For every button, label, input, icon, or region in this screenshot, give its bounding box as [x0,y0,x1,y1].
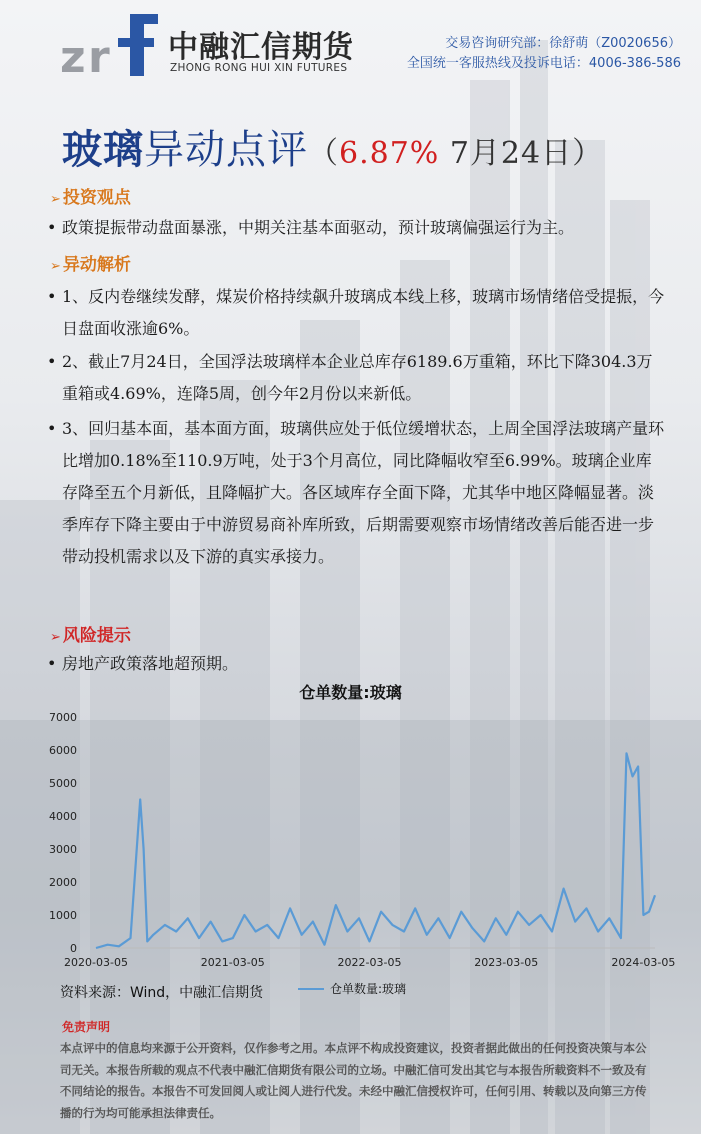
section-heading-analysis [50,250,131,275]
section-heading-view-label: 投资观点 [62,188,131,208]
section-heading-risk [50,621,131,646]
y-tick-label: 1000 [49,909,77,922]
analysis-text-1: 1、反内卷继续发酵，煤炭价格持续飙升玻璃成本线上移，玻璃市场情绪倍受提振，今日盘面收涨逾6%。 [62,287,665,338]
arrow-icon: ➢ [50,259,61,274]
risk-text: 房地产政策落地超预期。 [62,654,239,673]
contact-info [407,34,681,74]
chart-title: 仓单数量:玻璃 [299,683,402,702]
section-heading-view [50,183,131,208]
page-title [62,118,603,175]
legend-swatch [298,988,324,990]
company-name-cn: 中融汇信期货 [168,30,354,65]
y-tick-label: 0 [70,942,77,955]
y-tick-label: 3000 [49,843,77,856]
title-date: 7月24日 [439,136,573,171]
disclaimer-text: 本点评中的信息均来源于公开资料，仅作参考之用。本点评不构成投资建议，投资者据此做出的任何投资决策与本公司无关。本报告所载的观点不代表中融汇信期货有限公司的立场。中融汇信可发出其它与本报告所载资料不一致及有不同结论的报告。本报告不可发回阅人或让阅人进行代发。未经中融汇信授权许可，任何引用、转载以及向第三方传播的行为均可能承担法律责任。 [60,1041,647,1120]
title-subject: 异动点评 [144,127,308,173]
company-logo-icon [60,10,160,80]
bullet-dot: • [47,419,57,438]
analysis-text-2: 2、截止7月24日，全国浮法玻璃样本企业总库存6189.6万重箱，环比下降304.3万重箱或4.69%，连降5周，创今年2月份以来新低。 [62,352,653,403]
bullet-dot: • [47,287,57,306]
analysis-item-3 [47,413,667,573]
y-tick-label: 2000 [49,876,77,889]
x-tick-label: 2024-03-05 [611,956,676,969]
legend-label: 仓单数量:玻璃 [330,982,407,996]
company-name-en: ZHONG RONG HUI XIN FUTURES [170,62,348,74]
x-tick-label: 2023-03-05 [474,956,539,969]
bullet-dot: • [47,654,57,673]
risk-item [47,648,667,680]
section-heading-risk-label: 风险提示 [62,626,131,646]
svg-text:r: r [88,32,110,80]
y-tick-label: 4000 [49,810,77,823]
y-tick-label: 6000 [49,744,77,757]
analysis-text-3: 3、回归基本面，基本面方面，玻璃供应处于低位缓增状态，上周全国浮法玻璃产量环比增加0.18%至110.9万吨，处于3个月高位，同比降幅收窄至6.99%。玻璃企业库存降至五个月新低，且降幅扩大。各区域库存全面下降，尤其华中地区降幅显著。淡季库存下降主要由于中游贸易商补库所致，后期需要观察市场情绪改善后能否进一步带动投机需求以及下游的真实承接力。 [62,419,665,566]
x-tick-label: 2021-03-05 [200,956,265,969]
svg-text:z: z [60,32,86,80]
bullet-dot: • [47,352,57,371]
view-text: 政策提振带动盘面暴涨，中期关注基本面驱动，预计玻璃偏强运行为主。 [62,218,575,237]
x-tick-label: 2022-03-05 [337,956,402,969]
chart-legend [298,980,406,997]
y-tick-label: 5000 [49,777,77,790]
title-change-percent: 6.87% [339,136,440,171]
analysis-item-1 [47,281,667,345]
contact-hotline: 全国统一客服热线及投诉电话：4006-386-586 [406,56,681,71]
analysis-item-2 [47,346,667,410]
title-open-paren: （ [308,136,339,171]
x-tick-label: 2020-03-05 [64,956,128,969]
y-tick-label: 7000 [49,711,77,724]
title-close-paren: ） [572,136,604,171]
arrow-icon: ➢ [50,630,61,645]
warehouse-receipt-chart [0,700,701,980]
view-item [47,212,667,244]
title-product: 玻璃 [62,126,144,173]
series-line [96,753,655,948]
bullet-dot: • [47,218,57,237]
data-source: 资料来源：Wind，中融汇信期货 [60,985,264,1001]
disclaimer-heading: 免责声明 [62,1020,111,1034]
contact-researcher: 交易咨询研究部：徐舒萌（Z0020656） [445,36,681,51]
arrow-icon: ➢ [50,192,61,207]
section-heading-analysis-label: 异动解析 [62,255,131,275]
